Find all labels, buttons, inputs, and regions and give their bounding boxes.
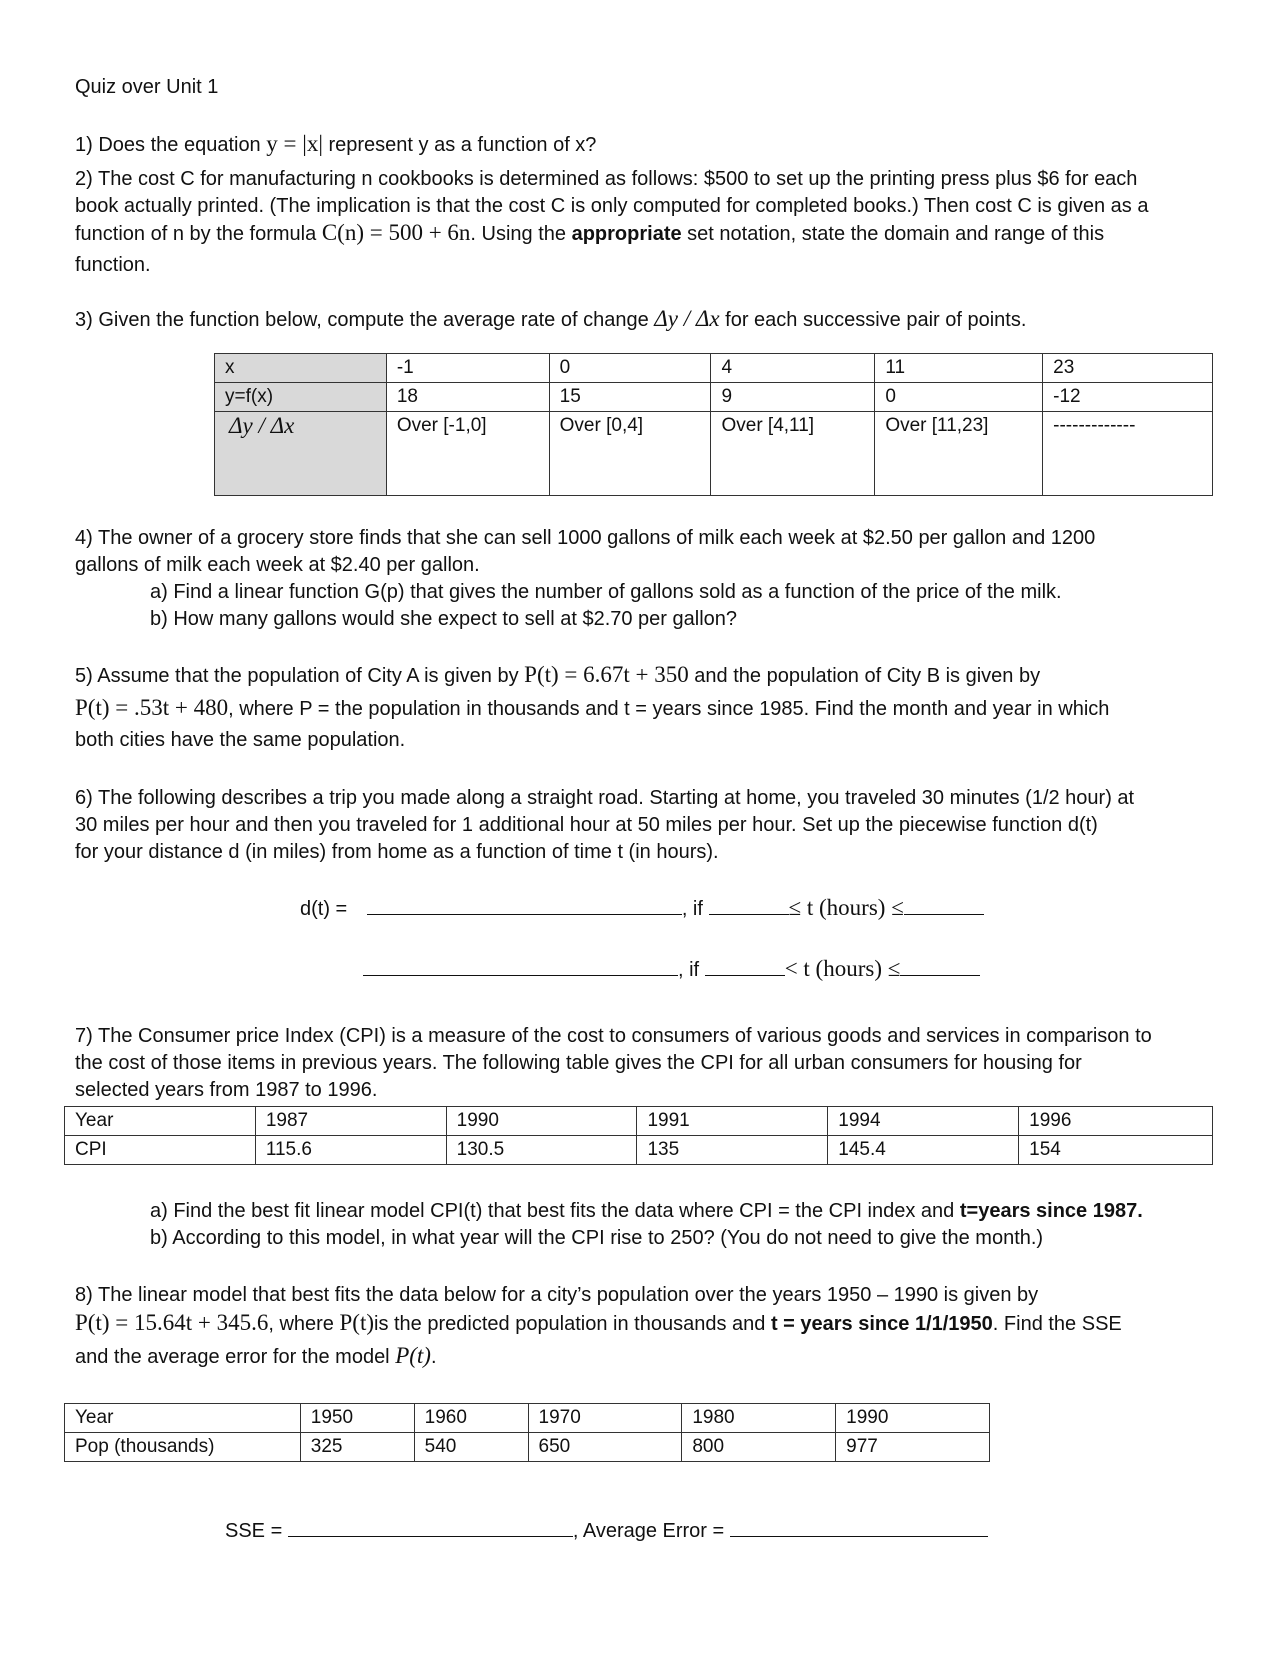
piecewise-row-1: [300, 894, 984, 923]
table-cell: 1994: [828, 1107, 1019, 1136]
q7-bold-text: t=years since 1987.: [959, 1200, 1143, 1222]
table-cell: y=f(x): [215, 383, 387, 412]
table-cell: 800: [682, 1433, 836, 1462]
condition-1: ≤ t (hours) ≤: [788, 895, 904, 920]
condition-2: < t (hours) ≤: [784, 956, 901, 981]
table-cell: 18: [386, 383, 549, 412]
table-cell: -1: [386, 354, 549, 383]
q1-text-b: represent y as a function of x?: [322, 134, 597, 156]
table-cell: 135: [637, 1136, 828, 1165]
question-2-line-1: 2) The cost C for manufacturing n cookbooks is determined as follows: $500 to set up the printing press plus $6 for each: [75, 168, 1138, 190]
table-cell: 4: [711, 354, 875, 383]
table-cell: x: [215, 354, 387, 383]
question-4-line-1: 4) The owner of a grocery store finds that she can sell 1000 gallons of milk each week at $2.50 per gallon and 1200: [75, 527, 1096, 549]
table-cell: 1970: [528, 1404, 682, 1433]
table-cell: Pop (thousands): [65, 1433, 301, 1462]
table-cell: 1996: [1019, 1107, 1213, 1136]
q8-equation: P(t) = 15.64t + 345.6: [75, 1310, 269, 1335]
question-7-part-b: b) According to this model, in what year will the CPI rise to 250? (You do not need to give the month.): [150, 1227, 1044, 1249]
question-5-line-2: [75, 694, 1109, 723]
q8-model: P(t): [395, 1343, 431, 1368]
table-cell: 9: [711, 383, 875, 412]
table-cell: -------------: [1043, 412, 1213, 496]
q3-equation: Δy / Δx: [654, 306, 720, 331]
question-6-line-1: 6) The following describes a trip you made along a straight road. Starting at home, you traveled 30 minutes (1/2 hour) at: [75, 787, 1135, 809]
question-8-line-1: 8) The linear model that best fits the data below for a city’s population over the years 1950 – 1990 is given by: [75, 1284, 1039, 1306]
table-cell: 115.6: [255, 1136, 446, 1165]
table-cell: Δy / Δx: [215, 412, 387, 496]
q7-text: a) Find the best fit linear model CPI(t) that best fits the data where CPI = the CPI index and: [150, 1200, 960, 1222]
question-6-line-2: 30 miles per hour and then you traveled for 1 additional hour at 50 miles per hour. Set up the piecewise function d(t): [75, 814, 1098, 836]
table-cell: 1991: [637, 1107, 828, 1136]
question-8-line-3: [75, 1342, 437, 1371]
table-cell: 1960: [414, 1404, 528, 1433]
table-row: [65, 1107, 1213, 1136]
table-cell: 15: [549, 383, 711, 412]
table-row: [65, 1433, 990, 1462]
answer-blank[interactable]: [705, 955, 785, 976]
answer-blank[interactable]: [709, 894, 789, 915]
sse-blank[interactable]: [288, 1516, 573, 1537]
table-cell: CPI: [65, 1136, 256, 1165]
population-table: [64, 1403, 990, 1462]
table-cell: Over [11,23]: [875, 412, 1043, 496]
q8-bold-text: t = years since 1/1/1950: [770, 1313, 993, 1335]
question-7-line-1: 7) The Consumer price Index (CPI) is a measure of the cost to consumers of various goods and services in comparison to: [75, 1025, 1152, 1047]
q8-text: . Find the SSE: [992, 1313, 1122, 1335]
q8-equation-p: P(t): [339, 1310, 374, 1335]
question-1: [75, 130, 596, 159]
table-cell: 0: [875, 383, 1043, 412]
q1-text-a: 1) Does the equation: [75, 134, 267, 156]
question-4-line-2: gallons of milk each week at $2.40 per gallon.: [75, 554, 480, 576]
answer-row: [225, 1516, 988, 1545]
answer-blank[interactable]: [367, 894, 682, 915]
cpi-table: [64, 1106, 1213, 1165]
table-cell: Year: [65, 1404, 301, 1433]
table-cell: -12: [1043, 383, 1213, 412]
question-2-line-4: function.: [75, 254, 151, 276]
table-cell: Over [-1,0]: [386, 412, 549, 496]
q8-text: is the predicted population in thousands and: [374, 1313, 771, 1335]
sse-label: SSE =: [225, 1520, 283, 1542]
q3-text: for each successive pair of points.: [719, 309, 1027, 331]
q8-text: .: [430, 1346, 437, 1368]
table-cell: 540: [414, 1433, 528, 1462]
table-row: [215, 354, 1213, 383]
table-cell: 154: [1019, 1136, 1213, 1165]
question-5-line-1: [75, 661, 1040, 690]
answer-blank[interactable]: [900, 955, 980, 976]
table-cell: 1990: [836, 1404, 990, 1433]
question-6-line-3: for your distance d (in miles) from home as a function of time t (in hours).: [75, 841, 719, 863]
q5-text: , where P = the population in thousands and t = years since 1985. Find the month and year in which: [228, 698, 1110, 720]
answer-blank[interactable]: [904, 894, 984, 915]
table-cell: 1980: [682, 1404, 836, 1433]
q2-text: . Using the: [470, 223, 572, 245]
q1-equation: y = |x|: [266, 131, 323, 156]
question-7-line-3: selected years from 1987 to 1996.: [75, 1079, 378, 1101]
table-cell: 1950: [300, 1404, 414, 1433]
q2-text: function of n by the formula: [75, 223, 322, 245]
question-7-line-2: the cost of those items in previous years. The following table gives the CPI for all urban consumers for housing for: [75, 1052, 1082, 1074]
table-cell: 650: [528, 1433, 682, 1462]
q5-equation-a: P(t) = 6.67t + 350: [524, 662, 689, 687]
table-row: [65, 1136, 1213, 1165]
question-5-line-3: both cities have the same population.: [75, 729, 406, 751]
if-label: , if: [681, 898, 703, 920]
avg-error-blank[interactable]: [730, 1516, 988, 1537]
question-2-line-2: book actually printed. (The implication is that the cost C is only computed for completed books.) Then cost C is given as a: [75, 195, 1149, 217]
table-cell: 1987: [255, 1107, 446, 1136]
table-cell: 23: [1043, 354, 1213, 383]
piecewise-row-2: [363, 955, 980, 984]
q5-equation-b: P(t) = .53t + 480: [75, 695, 229, 720]
table-cell: 11: [875, 354, 1043, 383]
table-cell: Year: [65, 1107, 256, 1136]
q8-text: and the average error for the model: [75, 1346, 396, 1368]
table-cell: 977: [836, 1433, 990, 1462]
q5-text: and the population of City B is given by: [688, 665, 1041, 687]
table-cell: 130.5: [446, 1136, 637, 1165]
table-cell: 145.4: [828, 1136, 1019, 1165]
question-2-line-3: [75, 219, 1104, 248]
page-title: Quiz over Unit 1: [75, 76, 219, 98]
table-cell: 0: [549, 354, 711, 383]
rate-of-change-table: [214, 353, 1213, 496]
q2-bold-word: appropriate: [571, 223, 682, 245]
d-label: d(t) =: [300, 898, 348, 920]
avg-error-label: , Average Error =: [572, 1520, 725, 1542]
table-cell: 325: [300, 1433, 414, 1462]
q3-text: 3) Given the function below, compute the average rate of change: [75, 309, 655, 331]
q2-equation: C(n) = 500 + 6n: [321, 220, 471, 245]
question-4-part-a: a) Find a linear function G(p) that gives the number of gallons sold as a function of the price of the milk.: [150, 581, 1062, 603]
table-row: [65, 1404, 990, 1433]
q8-text: , where: [268, 1313, 340, 1335]
if-label: , if: [678, 959, 700, 981]
question-3: [75, 305, 1026, 334]
question-7-part-a: [150, 1197, 1143, 1225]
table-row: [215, 383, 1213, 412]
q2-text: set notation, state the domain and range of this: [681, 223, 1105, 245]
answer-blank[interactable]: [363, 955, 678, 976]
table-cell: Over [0,4]: [549, 412, 711, 496]
table-cell: 1990: [446, 1107, 637, 1136]
table-cell: Over [4,11]: [711, 412, 875, 496]
table-row: [215, 412, 1213, 496]
question-8-line-2: [75, 1309, 1122, 1338]
question-4-part-b: b) How many gallons would she expect to sell at $2.70 per gallon?: [150, 608, 738, 630]
q5-text: 5) Assume that the population of City A is given by: [75, 665, 525, 687]
